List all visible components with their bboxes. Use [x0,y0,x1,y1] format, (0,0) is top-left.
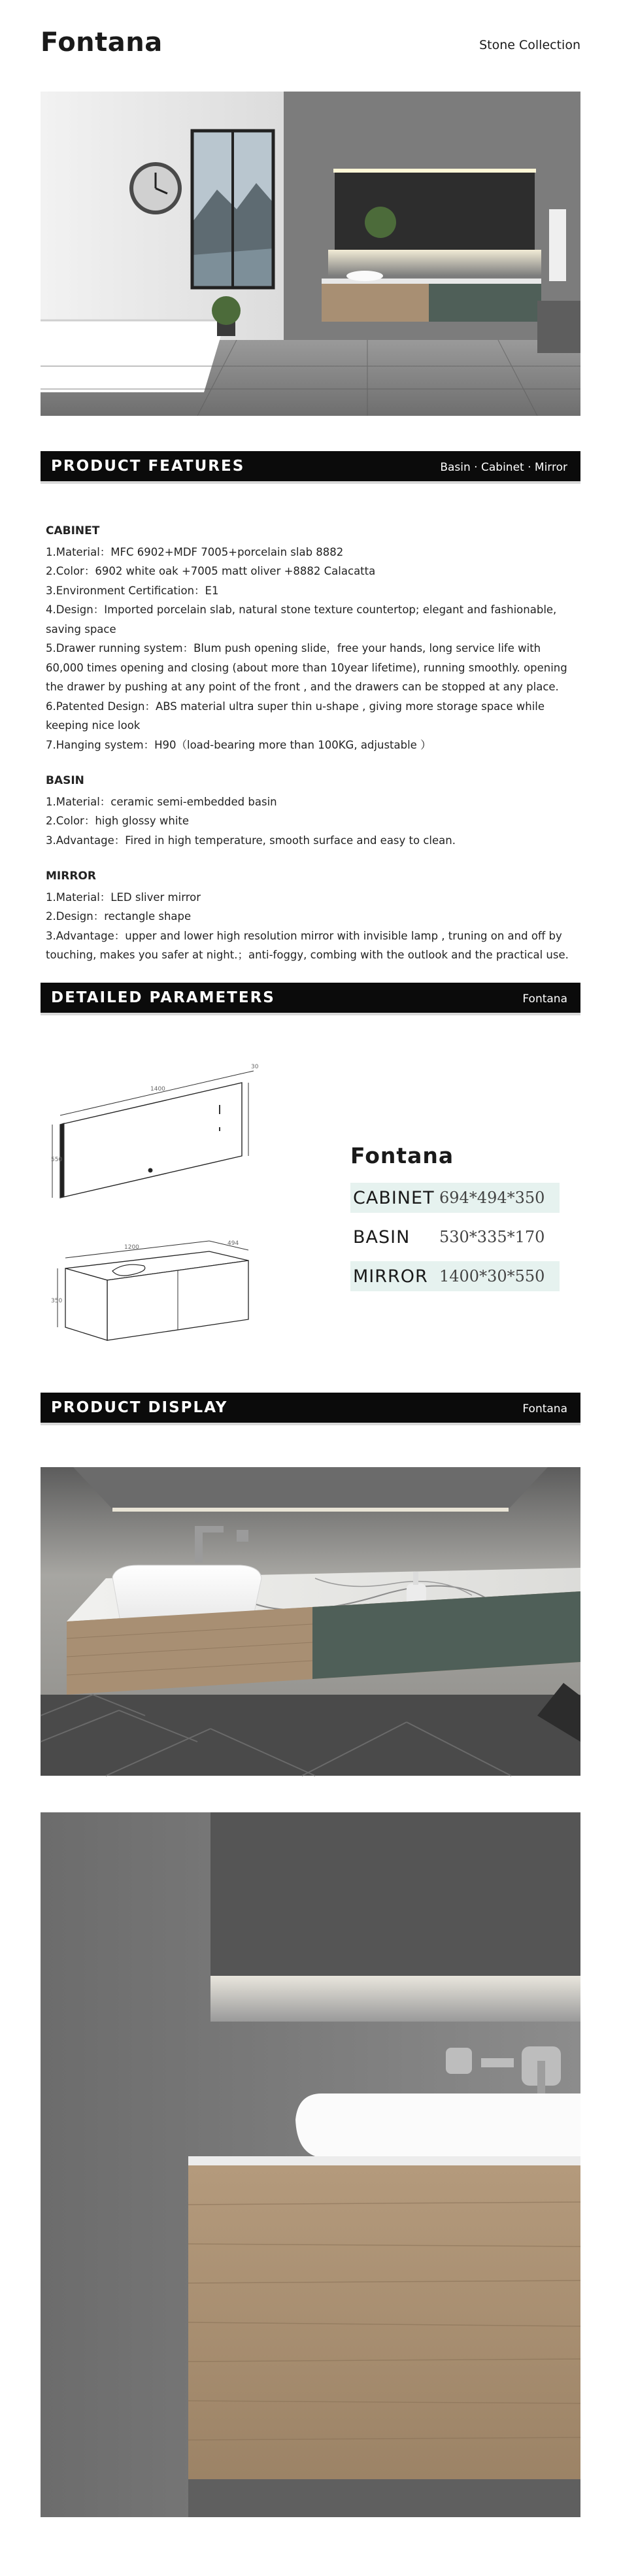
cabinet-depth-label: 494 [227,1240,239,1247]
mirror-drawing [51,1064,259,1198]
mirror-depth-label: 30 [251,1064,259,1070]
param-label: CABINET [353,1187,435,1208]
parameters-bar-title: DETAILED PARAMETERS [51,989,275,1006]
param-value: 530*335*170 [439,1228,545,1246]
basin-heading: BASIN [46,774,84,787]
page-header [0,0,621,92]
parameters-title: Fontana [350,1143,454,1168]
param-label: BASIN [353,1227,411,1247]
basin-line: 2.Color：high glossy white [46,815,190,827]
features-bar-title: PRODUCT FEATURES [51,458,245,475]
mirror-line: 2.Design：rectangle shape [46,910,192,923]
parameters-table [350,1143,560,1300]
product-display-image-1 [41,1467,580,1776]
display-bar-right: Fontana [522,1402,567,1415]
cabinet-line: 1.Material：MFC 6902+MDF 7005+porcelain slab 8882 [46,545,344,558]
param-label: MIRROR [353,1266,428,1287]
cabinet-heading: CABINET [46,524,100,537]
cabinet-line: 3.Environment Certification：E1 [46,584,219,597]
display-section-bar [41,1393,580,1425]
hero-bathroom-image [41,92,580,416]
param-row-mirror [350,1261,560,1291]
brand-title: Fontana [41,27,163,58]
basin-features [46,771,582,850]
features-bar-right: Basin · Cabinet · Mirror [440,461,567,474]
mirror-line: 1.Material：LED sliver mirror [46,890,201,904]
product-display-image-2 [41,1812,580,2517]
param-value: 694*494*350 [439,1189,545,1207]
features-text [46,522,582,982]
basin-line: 3.Advantage：Fired in high temperature, smooth surface and easy to clean. [46,834,456,847]
mirror-heading: MIRROR [46,870,96,883]
mirror-height-label: 550 [51,1157,63,1163]
cabinet-line: 7.Hanging system：H90（load-bearing more than 100KG, adjustable ） [46,738,431,751]
mirror-features [46,867,582,965]
param-row-basin [350,1222,560,1252]
cabinet-line: 4.Design：Imported porcelain slab, natural stone texture countertop; elegant and fashionable, saving space [46,603,557,636]
basin-line: 1.Material：ceramic semi-embedded basin [46,795,277,808]
param-row-cabinet [350,1183,560,1213]
cabinet-line: 2.Color：6902 white oak +7005 matt oliver +8882 Calacatta [46,565,376,577]
parameters-section-bar [41,983,580,1015]
cabinet-line: 5.Drawer running system：Blum push opening slide，free your hands, long service life with 60,000 times opening and closing (about more than 10year lifetime), running smoothly. opening the drawer by pushing at any point of the front , and the drawers can be stopped at any place. [46,642,567,693]
parameters-bar-right: Fontana [522,992,567,1006]
cabinet-height-label: 350 [51,1298,63,1304]
mirror-width-label: 1400 [150,1086,165,1093]
display-bar-title: PRODUCT DISPLAY [51,1399,228,1416]
param-value: 1400*30*550 [439,1267,545,1285]
cabinet-drawing [51,1240,248,1340]
collection-label: Stone Collection [479,38,580,52]
cabinet-line: 6.Patented Design：ABS material ultra super thin u-shape , giving more storage space while keeping nice look [46,700,545,732]
features-section-bar [41,451,580,484]
cabinet-width-label: 1200 [124,1244,139,1251]
technical-drawings [52,1059,333,1366]
cabinet-features [46,522,582,754]
mirror-line: 3.Advantage：upper and lower high resolution mirror with invisible lamp , truning on and off by touching, makes you safer at night.；anti-foggy, combing with the outlook and the practical use. [46,929,569,961]
